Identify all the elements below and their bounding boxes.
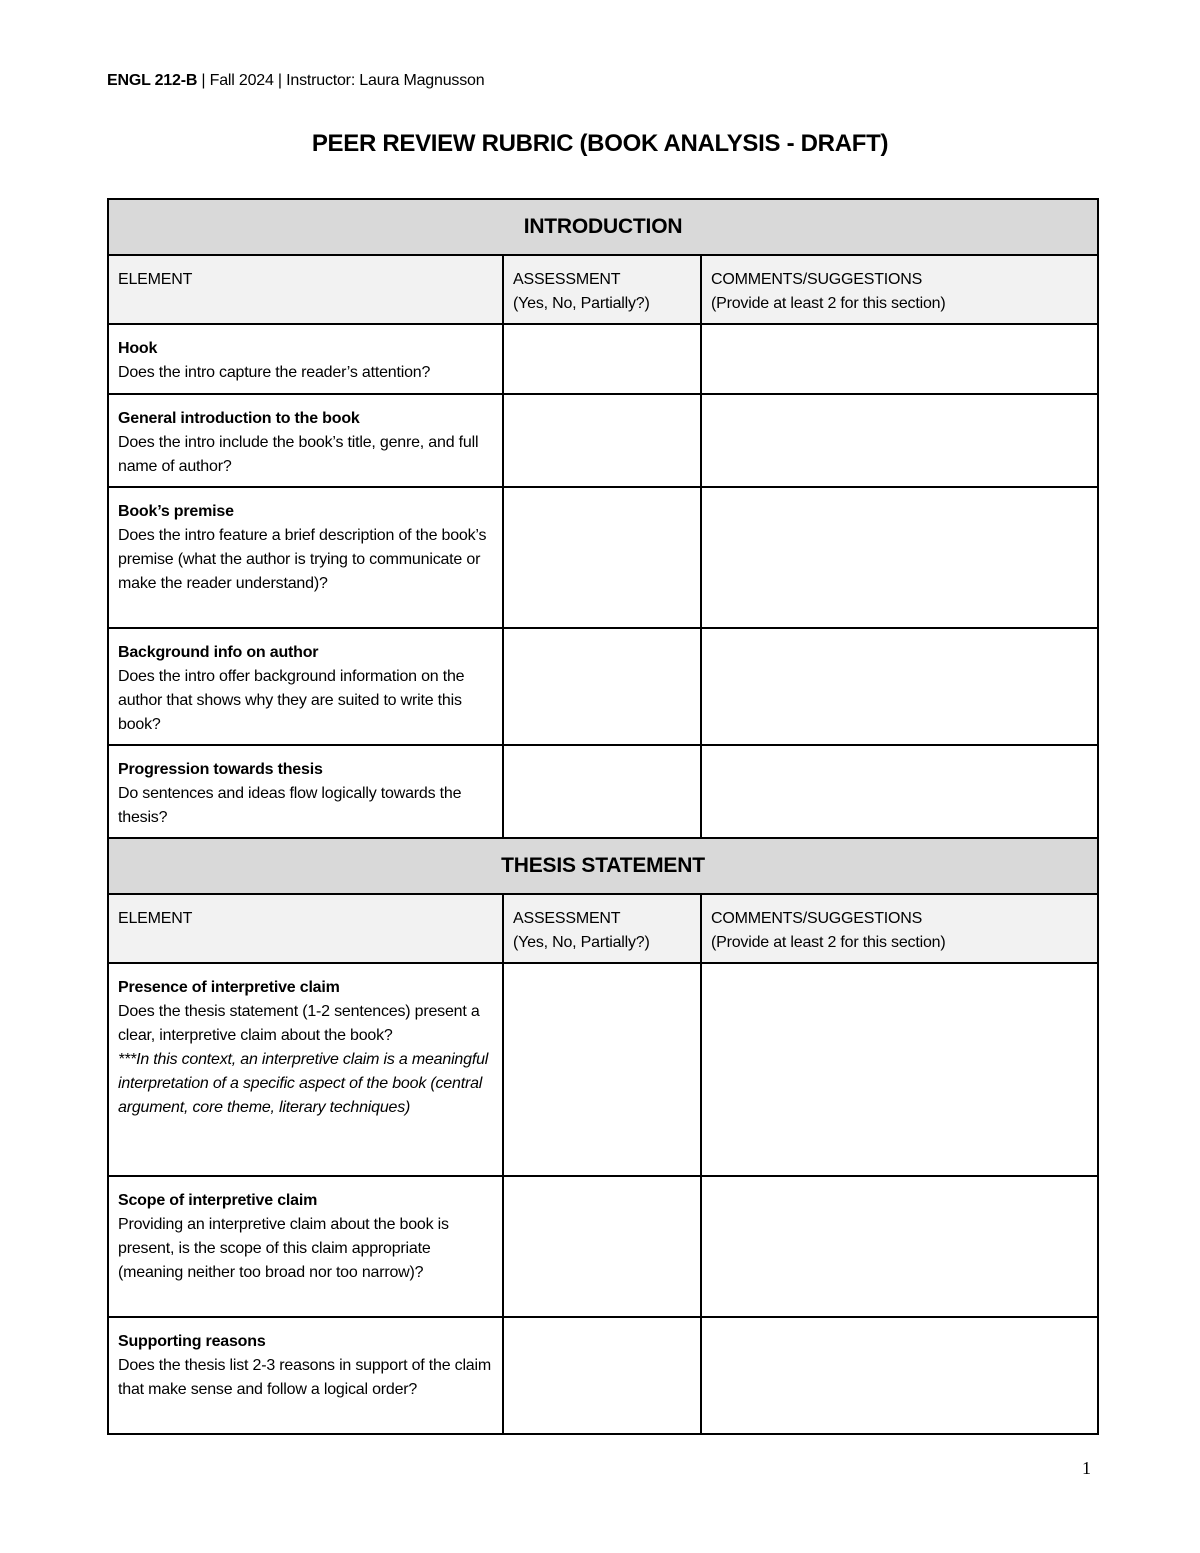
element-title: Book’s premise <box>118 503 234 520</box>
element-description: Providing an interpretive claim about the book is present, is the scope of this claim appropriate (meaning neither too broad nor too narrow)? <box>118 1216 449 1281</box>
element-cell <box>108 1317 503 1434</box>
comments-cell[interactable] <box>701 963 1098 1176</box>
assessment-cell[interactable] <box>503 628 701 745</box>
element-title: Background info on author <box>118 644 319 661</box>
term: Fall 2024 <box>209 72 274 89</box>
assessment-cell[interactable] <box>503 1176 701 1317</box>
rubric-row <box>108 1317 1098 1434</box>
assessment-cell[interactable] <box>503 394 701 487</box>
course-code: ENGL 212-B <box>107 72 198 89</box>
comments-cell[interactable] <box>701 745 1098 838</box>
element-description: Does the intro include the book’s title, genre, and full name of author? <box>118 434 479 475</box>
element-description: Does the thesis list 2-3 reasons in support of the claim that make sense and follow a logical order? <box>118 1357 491 1398</box>
assessment-cell[interactable] <box>503 324 701 394</box>
assessment-cell[interactable] <box>503 963 701 1176</box>
comments-cell[interactable] <box>701 1317 1098 1434</box>
element-title: General introduction to the book <box>118 410 360 427</box>
element-cell <box>108 324 503 394</box>
header-separator: | <box>197 72 210 89</box>
column-header-comments: COMMENTS/SUGGESTIONS (Provide at least 2 for this section) <box>701 255 1098 324</box>
assessment-cell[interactable] <box>503 745 701 838</box>
page-title: PEER REVIEW RUBRIC (BOOK ANALYSIS - DRAFT) <box>311 130 889 157</box>
element-description: Do sentences and ideas flow logically towards the thesis? <box>118 785 462 826</box>
element-title: Hook <box>118 340 158 357</box>
comments-cell[interactable] <box>701 628 1098 745</box>
element-title: Progression towards thesis <box>118 761 323 778</box>
column-header-element: ELEMENT <box>108 894 503 963</box>
comments-cell[interactable] <box>701 324 1098 394</box>
element-cell <box>108 745 503 838</box>
assessment-cell[interactable] <box>503 487 701 628</box>
rubric-row <box>108 324 1098 394</box>
element-title: Scope of interpretive claim <box>118 1192 318 1209</box>
header-separator: | <box>273 72 287 89</box>
comments-cell[interactable] <box>701 1176 1098 1317</box>
element-title: Presence of interpretive claim <box>118 979 340 996</box>
page-number: 1 <box>1082 1458 1091 1478</box>
rubric-row <box>108 1176 1098 1317</box>
assessment-cell[interactable] <box>503 1317 701 1434</box>
element-cell <box>108 628 503 745</box>
element-description: Does the intro feature a brief description of the book’s premise (what the author is trying to communicate or make the reader understand)? <box>118 527 487 592</box>
element-cell <box>108 1176 503 1317</box>
document-header <box>107 72 484 90</box>
section-heading-thesis-statement: THESIS STATEMENT <box>108 838 1098 894</box>
instructor: Instructor: Laura Magnusson <box>286 72 485 89</box>
rubric-table <box>107 198 1099 1435</box>
comments-cell[interactable] <box>701 487 1098 628</box>
column-header-comments: COMMENTS/SUGGESTIONS (Provide at least 2 for this section) <box>701 894 1098 963</box>
rubric-row <box>108 745 1098 838</box>
element-title: Supporting reasons <box>118 1333 266 1350</box>
comments-cell[interactable] <box>701 394 1098 487</box>
rubric-row <box>108 487 1098 628</box>
column-header-assessment: ASSESSMENT (Yes, No, Partially?) <box>503 255 701 324</box>
element-note: ***In this context, an interpretive claim is a meaningful interpretation of a specific aspect of the book (central argument, core theme, literary techniques) <box>118 1051 489 1116</box>
element-description: Does the intro offer background information on the author that shows why they are suited to write this book? <box>118 668 465 733</box>
rubric-row <box>108 628 1098 745</box>
column-header-assessment: ASSESSMENT (Yes, No, Partially?) <box>503 894 701 963</box>
column-header-element: ELEMENT <box>108 255 503 324</box>
section-heading-introduction: INTRODUCTION <box>108 199 1098 255</box>
element-cell <box>108 487 503 628</box>
rubric-row <box>108 394 1098 487</box>
element-description: Does the thesis statement (1-2 sentences) present a clear, interpretive claim about the book? <box>118 1003 480 1044</box>
element-cell <box>108 394 503 487</box>
element-cell <box>108 963 503 1176</box>
rubric-row <box>108 963 1098 1176</box>
element-description: Does the intro capture the reader’s attention? <box>118 364 431 381</box>
